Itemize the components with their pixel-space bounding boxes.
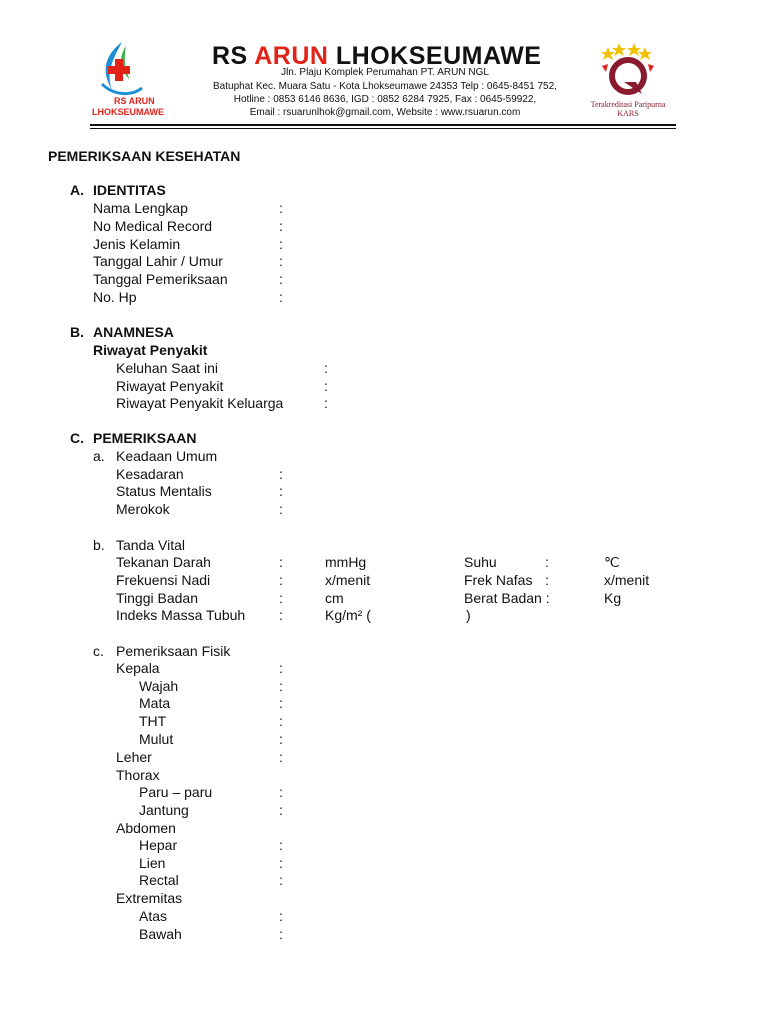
header-divider-thin [90, 128, 676, 129]
field-colon: : [279, 572, 283, 588]
vital-label: Frekuensi Nadi [116, 572, 211, 588]
field-colon: : [279, 837, 283, 853]
field-colon: : [279, 660, 283, 676]
field-label: Riwayat Penyakit [116, 378, 224, 394]
field-colon: : [279, 590, 283, 606]
field-colon: : [279, 501, 283, 517]
field-colon-right: : [545, 554, 549, 570]
field-colon: : [279, 695, 283, 711]
address-line-3: Hotline : 0853 6146 8636, IGD : 0852 6284 7925, Fax : 0645-59922, [233, 94, 537, 105]
field-colon: : [279, 678, 283, 694]
header-divider [90, 124, 676, 126]
field-colon-right: : [545, 572, 549, 588]
accreditation-sublabel: KARS [617, 109, 639, 118]
subsection-c-letter: c. [93, 643, 104, 659]
field-colon: : [324, 360, 328, 376]
exam-item: Mulut [139, 731, 174, 747]
section-b-letter: B. [70, 324, 84, 340]
vital-unit: Kg/m² ( [325, 607, 371, 623]
section-a-letter: A. [70, 182, 84, 198]
field-colon: : [279, 855, 283, 871]
vital-label-right: Berat Badan : [464, 590, 550, 606]
field-colon: : [279, 483, 283, 499]
vital-unit: x/menit [325, 572, 371, 588]
field-colon: : [279, 236, 283, 252]
field-label: Kesadaran [116, 466, 184, 482]
field-colon: : [324, 395, 328, 411]
field-colon: : [279, 713, 283, 729]
field-colon: : [279, 271, 283, 287]
field-colon: : [279, 872, 283, 888]
field-colon: : [279, 200, 283, 216]
section-b-title: ANAMNESA [93, 324, 174, 340]
field-label: Merokok [116, 501, 170, 517]
logo-line2: LHOKSEUMAWE [92, 107, 164, 117]
exam-item: Paru – paru [139, 784, 213, 800]
field-label: No Medical Record [93, 218, 213, 234]
vital-label: Tinggi Badan [116, 590, 198, 606]
field-label: Keluhan Saat ini [116, 360, 218, 376]
logo-line1: RS ARUN [114, 96, 155, 106]
field-colon: : [279, 289, 283, 305]
exam-group: Extremitas [116, 890, 183, 906]
hospital-logo-icon [92, 40, 162, 100]
field-colon: : [279, 466, 283, 482]
field-colon: : [279, 784, 283, 800]
accreditation-logo [580, 42, 676, 120]
document-title: PEMERIKSAAN KESEHATAN [48, 148, 241, 164]
vital-unit-right: ℃ [604, 554, 620, 570]
field-label: Tanggal Lahir / Umur [93, 253, 223, 269]
section-c-title: PEMERIKSAAN [93, 430, 197, 446]
exam-item: Wajah [139, 678, 179, 694]
vital-label-right: Suhu [464, 554, 497, 570]
vital-label: Indeks Massa Tubuh [116, 607, 246, 623]
vital-unit-right: Kg [604, 590, 622, 606]
field-colon: : [279, 908, 283, 924]
exam-item: Hepar [139, 837, 178, 853]
field-label: No. Hp [93, 289, 137, 305]
field-label: Riwayat Penyakit Keluarga [116, 395, 284, 411]
vital-unit: mmHg [325, 554, 367, 570]
field-label: Status Mentalis [116, 483, 212, 499]
hospital-logo [92, 40, 162, 120]
exam-item: THT [139, 713, 167, 729]
section-b-subtitle: Riwayat Penyakit [93, 342, 208, 358]
field-colon: : [279, 218, 283, 234]
field-colon: : [279, 607, 283, 623]
vital-close-paren: ) [466, 607, 471, 623]
exam-item: Leher [116, 749, 152, 765]
field-colon: : [279, 253, 283, 269]
exam-item: Lien [139, 855, 166, 871]
field-label: Nama Lengkap [93, 200, 188, 216]
section-a-title: IDENTITAS [93, 182, 166, 198]
field-colon: : [279, 731, 283, 747]
field-colon: : [279, 926, 283, 942]
field-colon: : [279, 802, 283, 818]
exam-group: Thorax [116, 767, 160, 783]
accreditation-label: Terakreditasi Paripurna [590, 100, 666, 109]
vital-unit-right: x/menit [604, 572, 650, 588]
address-line-4: Email : rsuarunlhok@gmail.com, Website : www.rsuarun.com [249, 107, 521, 118]
section-c-letter: C. [70, 430, 84, 446]
field-colon: : [279, 749, 283, 765]
hospital-name: RS ARUN LHOKSEUMAWE [212, 42, 542, 70]
exam-item: Jantung [139, 802, 189, 818]
vital-unit: cm [325, 590, 344, 606]
subsection-c-title: Pemeriksaan Fisik [116, 643, 231, 659]
field-colon: : [324, 378, 328, 394]
subsection-a-title: Keadaan Umum [116, 448, 218, 464]
subsection-a-letter: a. [93, 448, 105, 464]
exam-item: Bawah [139, 926, 182, 942]
subsection-b-title: Tanda Vital [116, 537, 186, 553]
exam-item: Mata [139, 695, 171, 711]
accreditation-star-icon [580, 42, 676, 98]
vital-label-right: Frek Nafas [464, 572, 533, 588]
exam-item: Rectal [139, 872, 179, 888]
field-label: Tanggal Pemeriksaan [93, 271, 228, 287]
address-line-1: Jln. Plaju Komplek Perumahan PT. ARUN NGL [281, 67, 489, 78]
field-colon: : [279, 554, 283, 570]
address-line-2: Batuphat Kec. Muara Satu - Kota Lhokseumawe 24353 Telp : 0645-8451 752, [213, 81, 557, 92]
exam-item: Kepala [116, 660, 160, 676]
subsection-b-letter: b. [93, 537, 105, 553]
exam-item: Atas [139, 908, 168, 924]
vital-label: Tekanan Darah [116, 554, 211, 570]
exam-group: Abdomen [116, 820, 176, 836]
field-label: Jenis Kelamin [93, 236, 181, 252]
